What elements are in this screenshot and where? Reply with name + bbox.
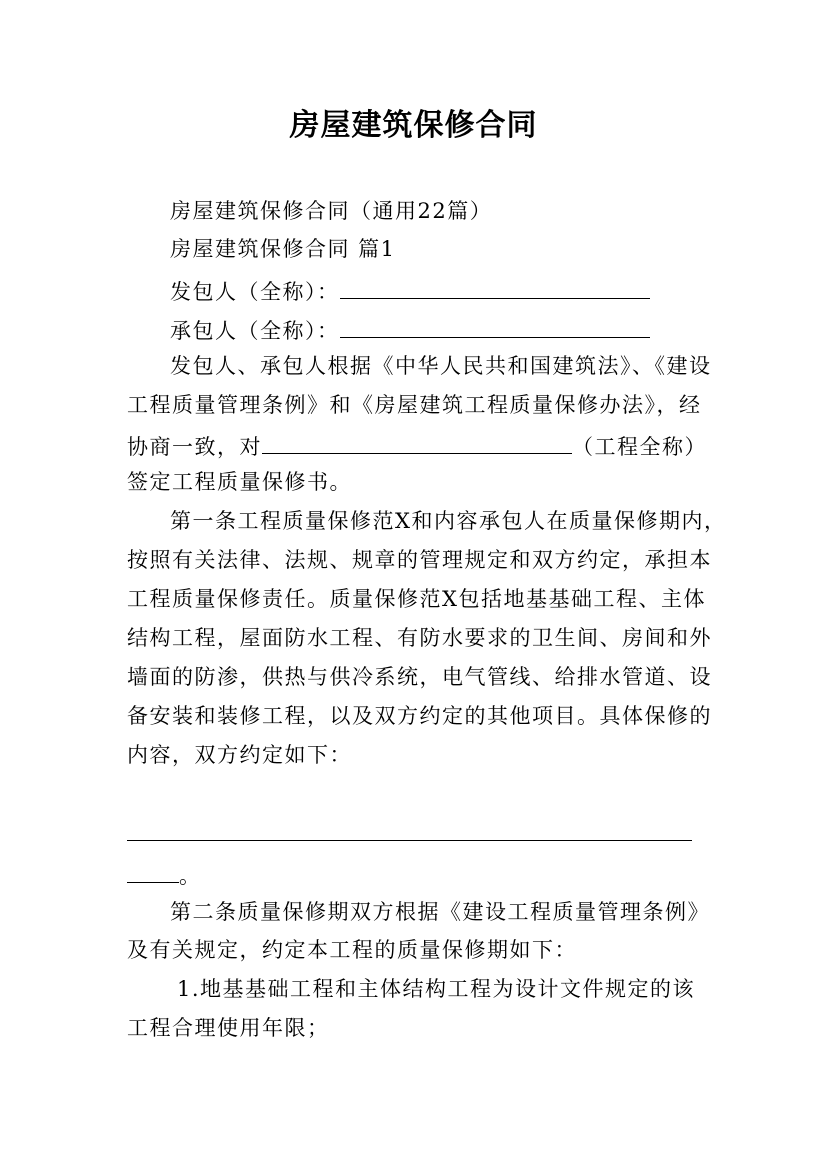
intro-line: 签定工程质量保修书。 — [127, 470, 352, 494]
article1-line: 备安装和装修工程，以及双方约定的其他项目。具体保修的 — [127, 704, 712, 728]
document-subtitle: 房屋建筑保修合同（通用22篇） — [170, 199, 493, 223]
section-heading: 房屋建筑保修合同 篇1 — [170, 237, 396, 261]
intro-line — [127, 433, 727, 458]
content-blank-line[interactable] — [127, 840, 692, 841]
article2-line: 第二条质量保修期双方根据《建设工程质量管理条例》 — [170, 900, 710, 924]
project-name-blank[interactable] — [262, 433, 572, 454]
employer-row — [170, 278, 770, 303]
item1-line: 1.地基基础工程和主体结构工程为设计文件规定的该 — [177, 977, 696, 1001]
document-title: 房屋建筑保修合同 — [289, 108, 538, 143]
blank-end-punct: 。 — [179, 864, 202, 888]
article1-line: 墙面的防渗，供热与供冷系统，电气管线、给排水管道、设 — [127, 665, 712, 689]
article1-line: 内容，双方约定如下： — [127, 743, 352, 767]
content-blank-end — [127, 862, 727, 887]
article1-line: 按照有关法律、法规、规章的管理规定和双方约定，承担本 — [127, 548, 712, 572]
contractor-name-blank[interactable] — [340, 317, 650, 338]
article1-line: 第一条工程质量保修范X和内容承包人在质量保修期内， — [170, 509, 727, 533]
intro-text: （工程全称） — [572, 435, 707, 459]
intro-text: 协商一致，对 — [127, 435, 262, 459]
contractor-label: 承包人（全称）： — [170, 319, 340, 343]
intro-line: 发包人、承包人根据《中华人民共和国建筑法》、《建设 — [170, 354, 712, 378]
employer-name-blank[interactable] — [340, 278, 650, 299]
employer-label: 发包人（全称）： — [170, 280, 340, 304]
article2-line: 及有关规定，约定本工程的质量保修期如下： — [127, 938, 577, 962]
content-blank-tail[interactable] — [127, 862, 179, 883]
article1-line: 结构工程，屋面防水工程、有防水要求的卫生间、房间和外 — [127, 626, 712, 650]
article1-line: 工程质量保修责任。质量保修范X包括地基基础工程、主体 — [127, 587, 706, 611]
item1-line: 工程合理使用年限； — [127, 1016, 330, 1040]
contractor-row — [170, 317, 770, 342]
intro-line: 工程质量管理条例》和《房屋建筑工程质量保修办法》，经 — [127, 393, 702, 417]
